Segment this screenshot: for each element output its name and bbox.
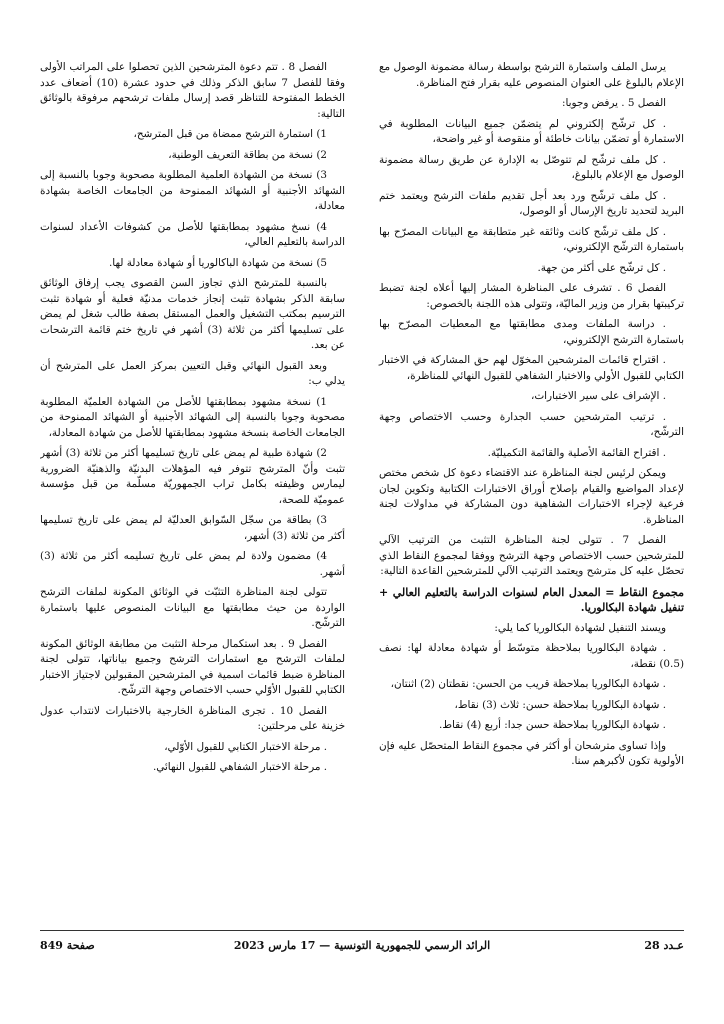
paragraph: . كل ملف ترشّح ورد بعد أجل تقديم ملفات الترشح ويعتمد ختم البريد لتحديد تاريخ الإرسال أو الوصول،	[379, 189, 684, 217]
paragraph: بالنسبة للمترشح الذي تجاوز السن القصوى يجب إرفاق الوثائق سابقة الذكر بشهادة تثبت إنجاز خدمات مدنيّة فعلية أو شهادة تثبت الترسيم بمكتب التشغيل والعمل المستقل بصفة طالب شغل لم يمض على تسليمها أكثر من ثلاثة (3) أشهر في تاريخ ختم قائمة الترشحات عن بعد.	[40, 277, 345, 351]
paragraph: 2) شهادة طبية لم يمض على تاريخ تسليمها أكثر من ثلاثة (3) أشهر تثبت وأنّ المترشح تتوفر فيه المؤهلات البدنيّة والذهنيّة الضرورية ليمارس وظيفته بكامل تراب الجمهوريّة مسلّمة من قبل مؤسسة عموميّة للصحة،	[40, 447, 345, 506]
document-page	[40, 60, 684, 940]
gazette-title-date: الرائد الرسمي للجمهورية التونسية — 17 مارس 2023	[233, 939, 491, 952]
paragraph: . شهادة البكالوريا بملاحظة متوسّط أو شهادة معادلة لها: نصف (0.5) نقطة،	[379, 642, 684, 670]
paragraph: . اقتراح القائمة الأصلية والقائمة التكميليّة.	[487, 446, 666, 459]
page-number: صفحة 849	[40, 939, 95, 952]
paragraph: ويمكن لرئيس لجنة المناظرة عند الاقتضاء دعوة كل شخص مختص لإعداد المواضيع والقيام بإصلاح أوراق الاختبارات الكتابية وتكوين لجان فرعية لإجراء الاختبارات الشفاهية دون المشاركة في مداولات لجنة المناظرة.	[379, 467, 684, 526]
paragraph: 3) بطاقة من سجّل السّوابق العدليّة لم يمض على تاريخ تسليمها أكثر من ثلاثة (3) أشهر،	[40, 514, 345, 542]
paragraph: 1) نسخة مشهود بمطابقتها للأصل من الشهادة العلميّة المطلوبة مصحوبة وجوبا بالنسبة إلى الشهائد الأجنبية أو الشهائد الممنوحة من الجامعات الخاصة بنسخة مشهود بمطابقتها للأصل من شهادة المعادلة،	[40, 395, 345, 439]
paragraph: . شهادة البكالوريا بملاحظة حسن جدا: أربع (4) نقاط.	[439, 719, 666, 731]
paragraph: . كل ملف ترشّح كانت وثائقه غير متطابقة مع البيانات المصرّح بها باستمارة الترشّح الإلكتروني،	[379, 225, 684, 253]
paragraph: . الإشراف على سير الاختبارات،	[530, 390, 666, 402]
paragraph: وبعد القبول النهائي وقبل التعيين بمركز العمل على المترشح أن يدلي ب:	[40, 359, 345, 387]
paragraph: الفصل 5 . يرفض وجوبا:	[561, 97, 666, 109]
paragraph: الفصل 8 . تتم دعوة المترشحين الذين تحصلوا على المراتب الأولى وفقا للفصل 7 سابق الذكر وذلك في حدود عشرة (10) أضعاف عدد الخطط المفتوحة للتناظر قصد إرسال ملفات ترشحهم مرفوقة بالوثائق التالية:	[40, 61, 346, 120]
paragraph: 4) مضمون ولادة لم يمض على تاريخ تسليمه أكثر من ثلاثة (3) أشهر.	[40, 550, 345, 578]
paragraph: وإذا تساوى مترشحان أو أكثر في مجموع النقاط المتحصّل عليه فإن الأولوية تكون لأكبرهم سنا.	[379, 739, 684, 767]
paragraph: . دراسة الملفات ومدى مطابقتها مع المعطيات المصرّح بها باستمارة الترشح الإلكتروني،	[379, 318, 684, 346]
paragraph: . ترتيب المترشحين حسب الجدارة وحسب الاختصاص وجهة الترشّح،	[379, 410, 684, 438]
paragraph: . مرحلة الاختبار الشفاهي للقبول النهائي.	[152, 761, 327, 773]
left-text-column	[40, 60, 345, 781]
paragraph: ويسند التنفيل لشهادة البكالوريا كما يلي:	[494, 621, 666, 634]
paragraph: 5) نسخة من شهادة الباكالوريا أو شهادة معادلة لها.	[109, 256, 327, 269]
paragraph: الفصل 9 . بعد استكمال مرحلة التثبت من مطابقة الوثائق المكونة لملفات الترشح مع استمارات الترشح وجميع بياناتها، تتولى لجنة المناظرة ضبط قائمات اسمية في المترشحين المقبولين لاجتياز الاختبار الكتابي للقبول الأوّلي حسب الاختصاص وجهة الترشّح.	[40, 637, 345, 696]
paragraph: الفصل 6 . تشرف على المناظرة المشار إليها أعلاه لجنة تضبط تركيبتها بقرار من وزير الماليّة، وتتولى هذه اللجنة بالخصوص:	[379, 282, 684, 310]
paragraph: 3) نسخة من الشهادة العلمية المطلوبة مصحوبة وجوبا بالنسبة إلى الشهائد الأجنبية أو الشهائد الممنوحة من الجامعات الخاصة بشهادة معادلة،	[40, 169, 345, 212]
right-text-column	[379, 60, 684, 775]
paragraph: . شهادة البكالوريا بملاحظة حسن: ثلاث (3) نقاط،	[454, 698, 666, 711]
paragraph: . كل ترشّح على أكثر من جهة.	[537, 261, 666, 274]
paragraph: الفصل 10 . تجرى المناظرة الخارجية بالاختبارات لانتداب عدول خزينة على مرحلتين:	[40, 704, 345, 732]
paragraph: . اقتراح قائمات المترشحين المخوّل لهم حق المشاركة في الاختبار الكتابي للقبول الأولي والاختبار الشفاهي للقبول النهائي للمناظرة،	[379, 354, 684, 382]
paragraph: . شهادة البكالوريا بملاحظة قريب من الحسن: نقطتان (2) اثنتان،	[390, 678, 666, 690]
paragraph: . مرحلة الاختبار الكتابي للقبول الأوّلي،	[164, 740, 327, 753]
paragraph: مجموع النقاط = المعدل العام لسنوات الدراسة بالتعليم العالي + تنفيل شهادة البكالوريا.	[379, 585, 684, 614]
paragraph: 4) نسخ مشهود بمطابقتها للأصل من كشوفات الأعداد لسنوات الدراسة بالتعليم العالي،	[40, 220, 345, 248]
paragraph: 1) استمارة الترشح ممضاة من قبل المترشح،	[133, 128, 327, 140]
issue-number: عـدد 28	[644, 939, 684, 952]
paragraph: 2) نسخة من بطاقة التعريف الوطنية،	[168, 148, 327, 161]
paragraph: تتولى لجنة المناظرة التثبّت في الوثائق المكونة لملفات الترشح الواردة من حيث مطابقتها مع البيانات المنصوص عليها باستمارة الترشّح.	[40, 586, 345, 629]
paragraph: . كل ترشّح إلكتروني لم يتضمّن جميع البيانات المطلوبة في الاستمارة أو تضمّن بيانات خاطئة أو منقوصة أو غير واضحة،	[379, 117, 684, 145]
paragraph: . كل ملف ترشّح لم تتوصّل به الإدارة عن طريق رسالة مضمونة الوصول مع الإعلام بالبلوغ،	[379, 153, 684, 181]
paragraph: الفصل 7 . تتولى لجنة المناظرة التثبت من الترتيب الآلي للمترشحين حسب الاختصاص وجهة الترشح ووفقا لمجموع النقاط الذي تحصّل عليه كل مترشح ويعتمد الترتيب الآلي للمترشحين القاعدة التالية:	[379, 534, 684, 577]
page-footer	[40, 930, 684, 967]
paragraph: يرسل الملف واستمارة الترشح بواسطة رسالة مضمونة الوصول مع الإعلام بالبلوغ على العنوان المنصوص عليه بقرار فتح المناظرة.	[379, 61, 684, 89]
